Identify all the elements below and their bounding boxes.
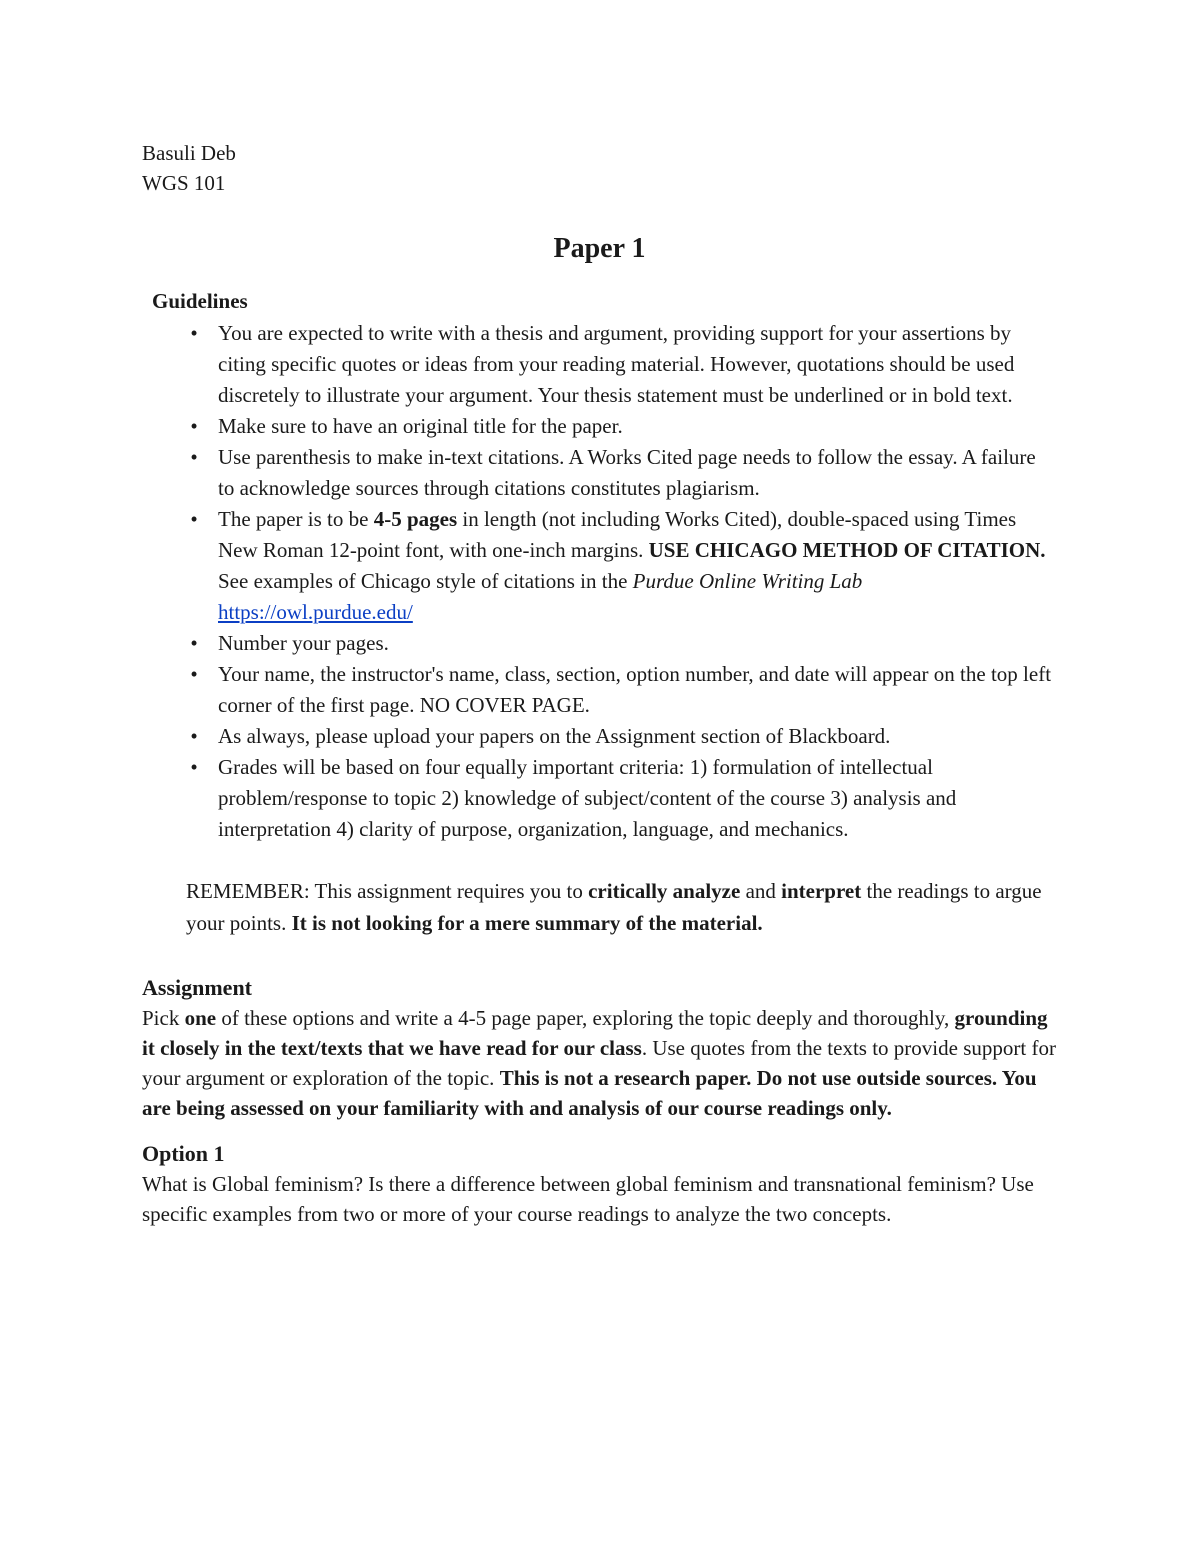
guidelines-heading: Guidelines <box>152 289 248 313</box>
guideline-item <box>142 752 1057 845</box>
guideline-item <box>142 411 1057 442</box>
guideline-item <box>142 659 1057 721</box>
bold-text: grounding it closely in the text/texts that we have read for our class <box>142 1006 1048 1060</box>
text-run: Pick <box>142 1006 185 1030</box>
guidelines-list <box>142 318 1057 845</box>
text-run: . Use quotes from the texts to provide support for your argument or exploration of the topic. <box>142 1036 1056 1090</box>
text-run: REMEMBER: This assignment requires you to <box>186 879 589 903</box>
bold-text: 4-5 pages <box>373 507 458 531</box>
bullet-icon: • <box>190 321 198 345</box>
bold-text: It is not looking for a mere summary of the material. <box>291 911 763 935</box>
text-run: Use parenthesis to make in-text citations. A Works Cited page needs to follow the essay. A failure to acknowledge sources through citations constitutes plagiarism. <box>218 445 1036 500</box>
italic-text: Purdue Online Writing Lab <box>632 569 863 593</box>
assignment-heading: Assignment <box>142 975 253 1000</box>
option-1-section <box>142 1139 1057 1229</box>
bullet-icon: • <box>190 662 198 686</box>
text-run: Number your pages. <box>218 631 389 655</box>
bullet-icon: • <box>190 507 198 531</box>
guideline-item <box>142 628 1057 659</box>
bold-text: USE CHICAGO METHOD OF CITATION. <box>648 538 1046 562</box>
assignment-section <box>142 973 1057 1123</box>
bullet-icon: • <box>190 414 198 438</box>
guideline-item <box>142 442 1057 504</box>
bullet-icon: • <box>190 724 198 748</box>
bullet-icon: • <box>190 755 198 779</box>
text-run: See examples of Chicago style of citations in the <box>218 569 633 593</box>
text-run: You are expected to write with a thesis and argument, providing support for your assertions by citing specific quotes or ideas from your reading material. However, quotations should be used discretely to illustrate your argument. Your thesis statement must be underlined or in bold text. <box>218 321 1015 407</box>
course-name: WGS 101 <box>142 171 226 195</box>
guideline-item <box>142 318 1057 411</box>
bullet-icon: • <box>190 631 198 655</box>
text-run: the readings to argue your points. <box>186 879 1042 935</box>
remember-note <box>186 875 1057 939</box>
text-run: Your name, the instructor's name, class, section, option number, and date will appear on the top left corner of the first page. NO COVER PAGE. <box>218 662 1052 717</box>
bold-text: critically analyze <box>588 879 741 903</box>
text-run: of these options and write a 4-5 page paper, exploring the topic deeply and thoroughly, <box>216 1006 955 1030</box>
bold-text: This is not a research paper. Do not use outside sources. You are being assessed on your familiarity with and analysis of our course readings only. <box>142 1066 1037 1120</box>
purdue-owl-link[interactable]: https://owl.purdue.edu/ <box>218 600 413 624</box>
bold-text: interpret <box>781 879 862 903</box>
document-page <box>142 138 1057 1229</box>
bullet-icon: • <box>190 445 198 469</box>
option-1-text: What is Global feminism? Is there a difference between global feminism and transnational feminism? Use specific examples from two or more of your course readings to analyze the two concepts. <box>142 1172 1034 1226</box>
text-run: and <box>740 879 782 903</box>
author-name: Basuli Deb <box>142 141 236 165</box>
guideline-item <box>142 504 1057 628</box>
guideline-item <box>142 721 1057 752</box>
text-run: Grades will be based on four equally important criteria: 1) formulation of intellectual problem/response to topic 2) knowledge of subject/content of the course 3) analysis and interpretation 4) clarity of purpose, organization, language, and mechanics. <box>218 755 957 841</box>
guidelines-section <box>142 286 1057 845</box>
assignment-text <box>142 1003 1057 1123</box>
text-run: in length (not including Works Cited), double-spaced using Times New Roman 12-point font, with one-inch margins. <box>218 507 1017 562</box>
text-run: Make sure to have an original title for the paper. <box>218 414 623 438</box>
page-title: Paper 1 <box>553 233 646 264</box>
option-1-heading: Option 1 <box>142 1141 225 1166</box>
bold-text: one <box>184 1006 217 1030</box>
text-run: The paper is to be <box>218 507 374 531</box>
text-run: As always, please upload your papers on the Assignment section of Blackboard. <box>218 724 891 748</box>
